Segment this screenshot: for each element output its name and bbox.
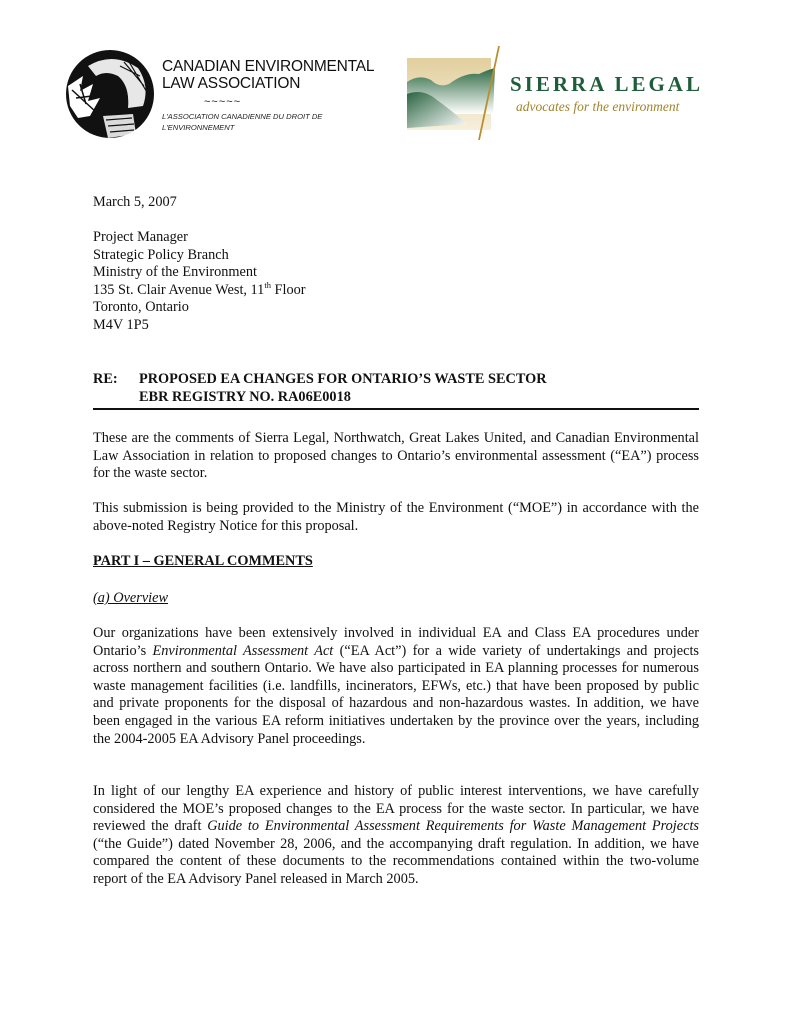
address-line: M4V 1P5 [93, 316, 149, 333]
subsection-heading: (a) Overview [93, 590, 169, 606]
letter-date: March 5, 2007 [93, 194, 177, 210]
address-line: Strategic Policy Branch [93, 246, 229, 263]
sierra-name: SIERRA LEGAL [510, 72, 703, 96]
sierra-tagline: advocates for the environment [516, 99, 680, 114]
address-floor: Floor [270, 281, 306, 298]
cela-emblem-icon [58, 46, 158, 144]
cela-separator: ~~~~~ [204, 96, 242, 108]
recipient-address [93, 229, 699, 335]
cela-letterhead [162, 58, 374, 133]
text-run: (“the Guide”) dated November 28, 2006, and the accompanying draft regulation. In addition, we have compared the content of these documents to the recommendations contained within the two-volume report of the EA Advisory Panel released in March 2005. [93, 835, 699, 887]
cela-name-line2: LAW ASSOCIATION [162, 75, 301, 92]
overview-paragraph-1 [93, 625, 699, 748]
cela-french-line1: L'ASSOCIATION CANADIENNE DU DROIT DE [162, 112, 323, 121]
address-line: Project Manager [93, 229, 188, 245]
cela-name-line1: CANADIAN ENVIRONMENTAL [162, 58, 375, 75]
overview-paragraph-2 [93, 783, 699, 889]
address-line: Toronto, Ontario [93, 299, 189, 316]
sierra-landscape-icon [405, 44, 505, 142]
subject-line: PROPOSED EA CHANGES FOR ONTARIO’S WASTE SECTOR [139, 371, 547, 387]
submission-paragraph: This submission is being provided to the Ministry of the Environment (“MOE”) in accordance with the above-noted Registry Notice for this proposal. [93, 500, 699, 534]
intro-paragraph: These are the comments of Sierra Legal, Northwatch, Great Lakes United, and Canadian Environmental Law Association in relation to proposed changes to Ontario’s environmental assessment (“EA”) process for the waste sector. [93, 430, 699, 482]
text-run: Our organizations have been extensively involved in individual EA and Class EA procedures under Ontario’s [93, 625, 699, 659]
address-line: Ministry of the Environment [93, 264, 257, 281]
ordinal-suffix: th [264, 279, 271, 290]
address-line [93, 279, 699, 300]
re-label: RE: [93, 371, 118, 387]
subject-block [93, 371, 699, 410]
cela-french-line2: L'ENVIRONNEMENT [162, 123, 235, 132]
address-street: 135 St. Clair Avenue West, 11 [93, 281, 265, 298]
sierra-letterhead [510, 72, 703, 115]
guide-title: Guide to Environmental Assessment Requirements for Waste Management Projects [207, 818, 699, 835]
text-run: (“EA Act”) for a wide variety of undertakings and projects across northern and southern Ontario. We have also participated in EA planning processes for numerous waste management facilities (i.e. landfills, incinerators, EFWs, etc.) that have been proposed by public and private proponents for the disposal of hazardous and non-hazardous wastes. In addition, we have been engaged in the various EA reform initiatives undertaken by the province over the years, including the 2004-2005 EA Advisory Panel proceedings. [93, 642, 699, 747]
registry-number: EBR REGISTRY NO. RA06E0018 [139, 388, 351, 405]
act-title: Environmental Assessment Act [152, 642, 334, 659]
section-heading: PART I – GENERAL COMMENTS [93, 553, 313, 569]
text-run: In light of our lengthy EA experience and history of public interest interventions, we have carefully considered the MOE’s proposed changes to the EA process for the waste sector. In particular, we have reviewed the draft [93, 783, 699, 835]
